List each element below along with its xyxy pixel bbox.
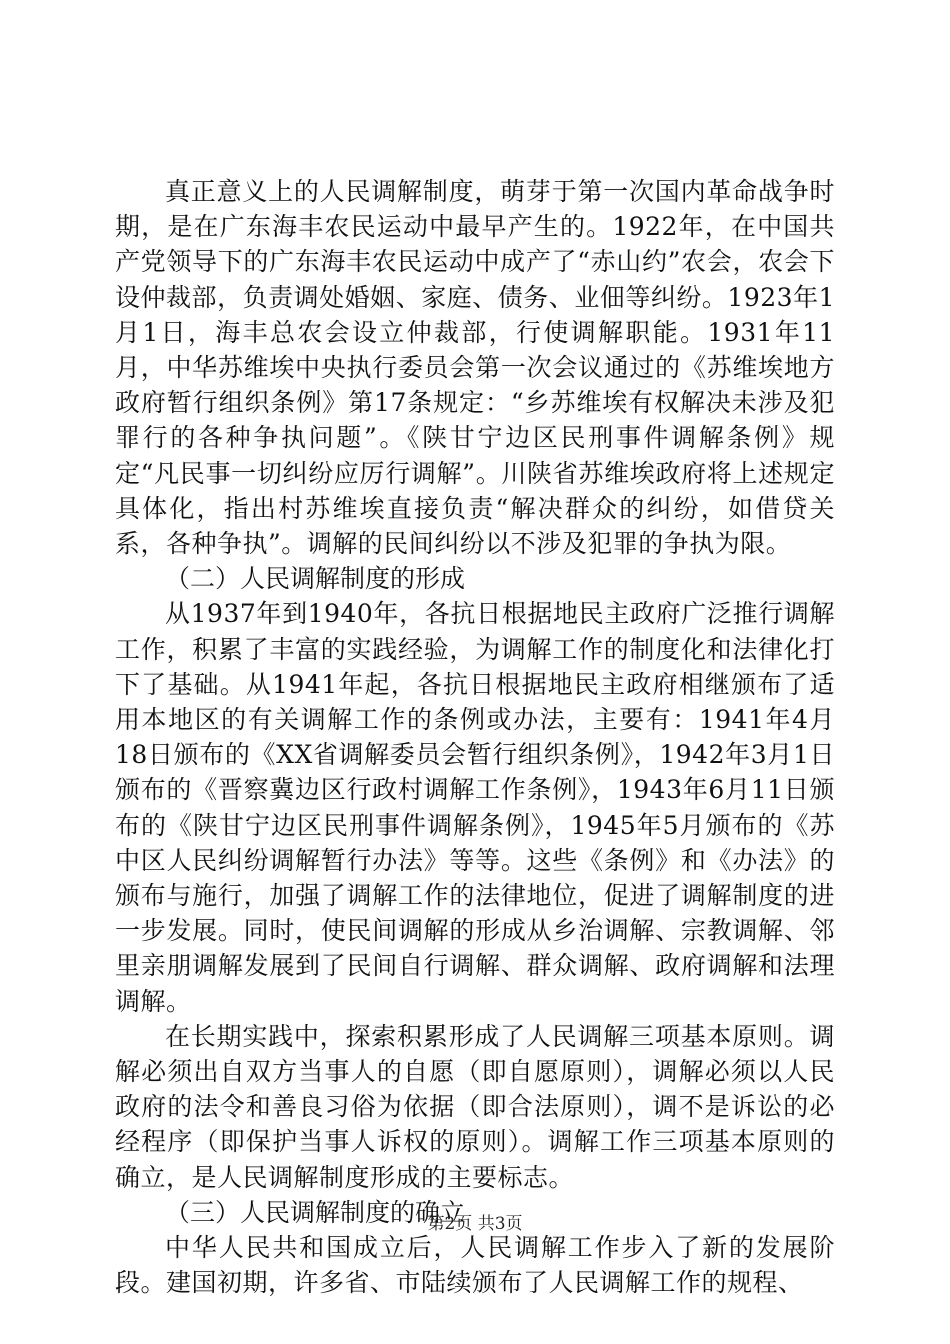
section-heading-establishment: （三）人民调解制度的确立 — [165, 1197, 466, 1227]
page-footer — [0, 1212, 950, 1236]
paragraph-principles: 在长期实践中，探索积累形成了人民调解三项基本原则。调解必须出自双方当事人的自愿（即自愿原则），调解必须以人民政府的法令和善良习俗为依据（即合法原则），调不是诉讼的必经程序（即保护当事人诉权的原则）。调解工作三项基本原则的确立，是人民调解制度形成的主要标志。 — [115, 1021, 835, 1192]
section-heading-formation: （二）人民调解制度的形成 — [165, 564, 466, 594]
paragraph-origin: 真正意义上的人民调解制度，萌芽于第一次国内革命战争时期，是在广东海丰农民运动中最早产生的。1922年，在中国共产党领导下的广东海丰农民运动中成产了“赤山约”农会，农会下设仲裁部，负责调处婚姻、家庭、债务、业佃等纠纷。1923年1月1日，海丰总农会设立仲裁部，行使调解职能。1931年11月，中华苏维埃中央执行委员会第一次会议通过的《苏维埃地方政府暂行组织条例》第17条规定：“乡苏维埃有权解决未涉及犯罪行的各种争执问题”。《陕甘宁边区民刑事件调解条例》规定“凡民事一切纠纷应厉行调解”。川陕省苏维埃政府将上述规定具体化，指出村苏维埃直接负责“解决群众的纠纷，如借贷关系，各种争执”。调解的民间纠纷以不涉及犯罪的争执为限。 — [115, 177, 835, 559]
paragraph-formation: 从1937年到1940年，各抗日根据地民主政府广泛推行调解工作，积累了丰富的实践经验，为调解工作的制度化和法律化打下了基础。从1941年起，各抗日根据地民主政府相继颁布了适用本地区的有关调解工作的条例或办法，主要有：1941年4月18日颁布的《XX省调解委员会暂行组织条例》，1942年3月1日颁布的《晋察冀边区行政村调解工作条例》，1943年6月11日颁布的《陕甘宁边区民刑事件调解条例》，1945年5月颁布的《苏中区人民纠纷调解暂行办法》等等。这些《条例》和《办法》的颁布与施行，加强了调解工作的法律地位，促进了调解制度的进一步发展。同时，使民间调解的形成从乡治调解、宗教调解、邻里亲朋调解发展到了民间自行调解、群众调解、政府调解和法理调解。 — [115, 599, 835, 1016]
document-body — [115, 174, 835, 1301]
paragraph-establishment: 中华人民共和国成立后，人民调解工作步入了新的发展阶段。建国初期，许多省、市陆续颁布了人民调解工作的规程、 — [115, 1233, 835, 1298]
page-number-label: 第2页 共3页 — [427, 1214, 523, 1234]
